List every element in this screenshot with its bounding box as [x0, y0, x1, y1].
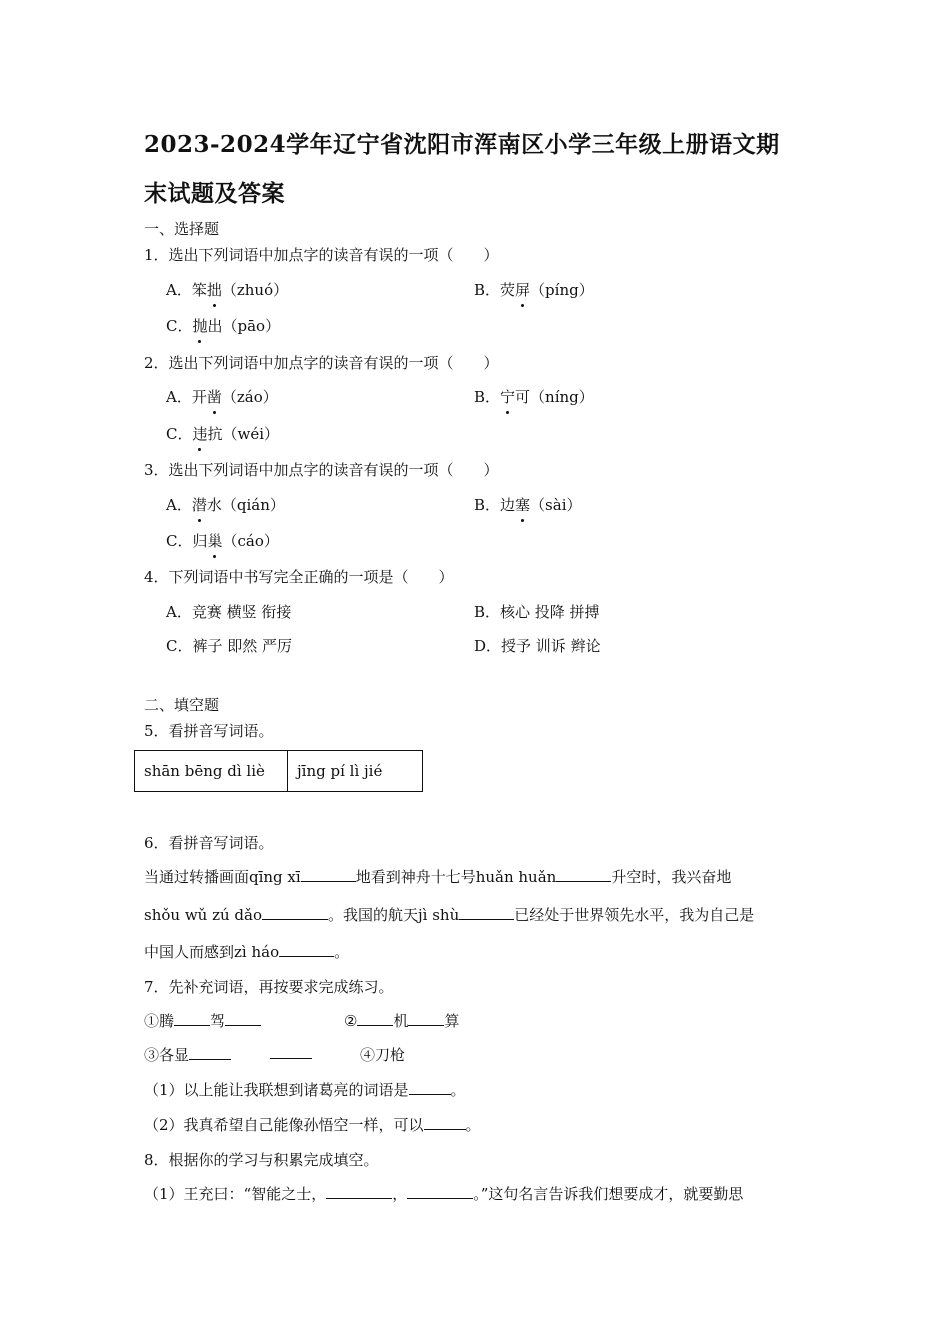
question-2-option-c: C．违抗（wéi） [166, 425, 280, 443]
pinyin-cell: shān bēng dì liè [135, 751, 288, 792]
question-2-option-a: A．开凿（záo） [166, 388, 278, 406]
pinyin-table [134, 750, 423, 792]
question-6-line-3: 中国人而感到zì háo 。 [144, 943, 350, 961]
question-1-option-c: C．抛出（pāo） [166, 317, 281, 335]
question-7-sub-1: （1）以上能让我联想到诸葛亮的词语是 。 [144, 1081, 466, 1099]
question-5-stem: 5．看拼音写词语。 [144, 722, 274, 740]
pinyin-cell: jīng pí lì jié [288, 751, 423, 792]
answer-blank[interactable] [174, 1011, 210, 1026]
question-7-row-2-left: ③各显 [144, 1044, 231, 1065]
question-7-row-1-left: ①腾 驾 [144, 1010, 261, 1031]
page-title-line1: 2023-2024学年辽宁省沈阳市浑南区小学三年级上册语文期 [144, 131, 780, 158]
table-row [135, 751, 423, 792]
answer-blank[interactable] [301, 867, 356, 882]
question-3-stem: 3．选出下列词语中加点字的读音有误的一项（ ） [144, 461, 499, 479]
question-1-stem: 1．选出下列词语中加点字的读音有误的一项（ ） [144, 246, 499, 264]
question-7-row-1-right: ② 机 算 [344, 1012, 460, 1030]
question-4-stem: 4．下列词语中书写完全正确的一项是（ ） [144, 568, 454, 586]
question-6-stem: 6．看拼音写词语。 [144, 834, 274, 852]
answer-blank[interactable] [279, 942, 334, 957]
page-title-line2: 末试题及答案 [144, 180, 285, 207]
question-8-stem: 8．根据你的学习与积累完成填空。 [144, 1151, 379, 1169]
question-6-line-1: 当通过转播画面qīng xī 地看到神舟十七号huǎn huǎn 升空时，我兴奋地 [144, 868, 732, 886]
section-heading-choice: 一、选择题 [144, 220, 220, 238]
answer-blank[interactable] [424, 1115, 466, 1130]
question-1-option-b: B．荧屏（píng） [474, 281, 594, 299]
question-7-sub-2: （2）我真希望自己能像孙悟空一样，可以 。 [144, 1116, 481, 1134]
question-4-option-b: B．核心 投降 拼搏 [474, 603, 600, 621]
answer-blank[interactable] [409, 1080, 451, 1095]
answer-blank[interactable] [459, 905, 514, 920]
question-6-line-2: shǒu wǔ zú dǎo 。我国的航天jì shù 已经处于世界领先水平，我为自己是 [144, 906, 755, 924]
answer-blank[interactable] [270, 1044, 312, 1059]
answer-blank[interactable] [556, 867, 611, 882]
question-2-option-b: B．宁可（níng） [474, 388, 594, 406]
question-7-row-2-mid [270, 1044, 312, 1063]
answer-blank[interactable] [407, 1184, 473, 1199]
answer-blank[interactable] [225, 1011, 261, 1026]
question-7-row-2-right: ④刀枪 [360, 1046, 406, 1064]
question-4-option-d: D．授予 训诉 辫论 [474, 637, 601, 655]
question-3-option-b: B．边塞（sài） [474, 496, 582, 514]
question-7-stem: 7．先补充词语，再按要求完成练习。 [144, 978, 394, 996]
answer-blank[interactable] [189, 1045, 231, 1060]
question-1-option-a: A．笨拙（zhuó） [166, 281, 289, 299]
question-2-stem: 2．选出下列词语中加点字的读音有误的一项（ ） [144, 354, 499, 372]
answer-blank[interactable] [357, 1011, 393, 1026]
question-4-option-c: C．裤子 即然 严厉 [166, 637, 293, 655]
section-heading-fill: 二、填空题 [144, 696, 220, 714]
question-8-line-1: （1）王充曰：“智能之士， ， 。”这句名言告诉我们想要成才，就要勤思 [144, 1185, 744, 1203]
question-3-option-c: C．归巢（cáo） [166, 532, 279, 550]
question-4-option-a: A．竞赛 横竖 衔接 [166, 603, 292, 621]
answer-blank[interactable] [408, 1011, 444, 1026]
answer-blank[interactable] [326, 1184, 392, 1199]
answer-blank[interactable] [262, 905, 328, 920]
question-3-option-a: A．潜水（qián） [166, 496, 285, 514]
